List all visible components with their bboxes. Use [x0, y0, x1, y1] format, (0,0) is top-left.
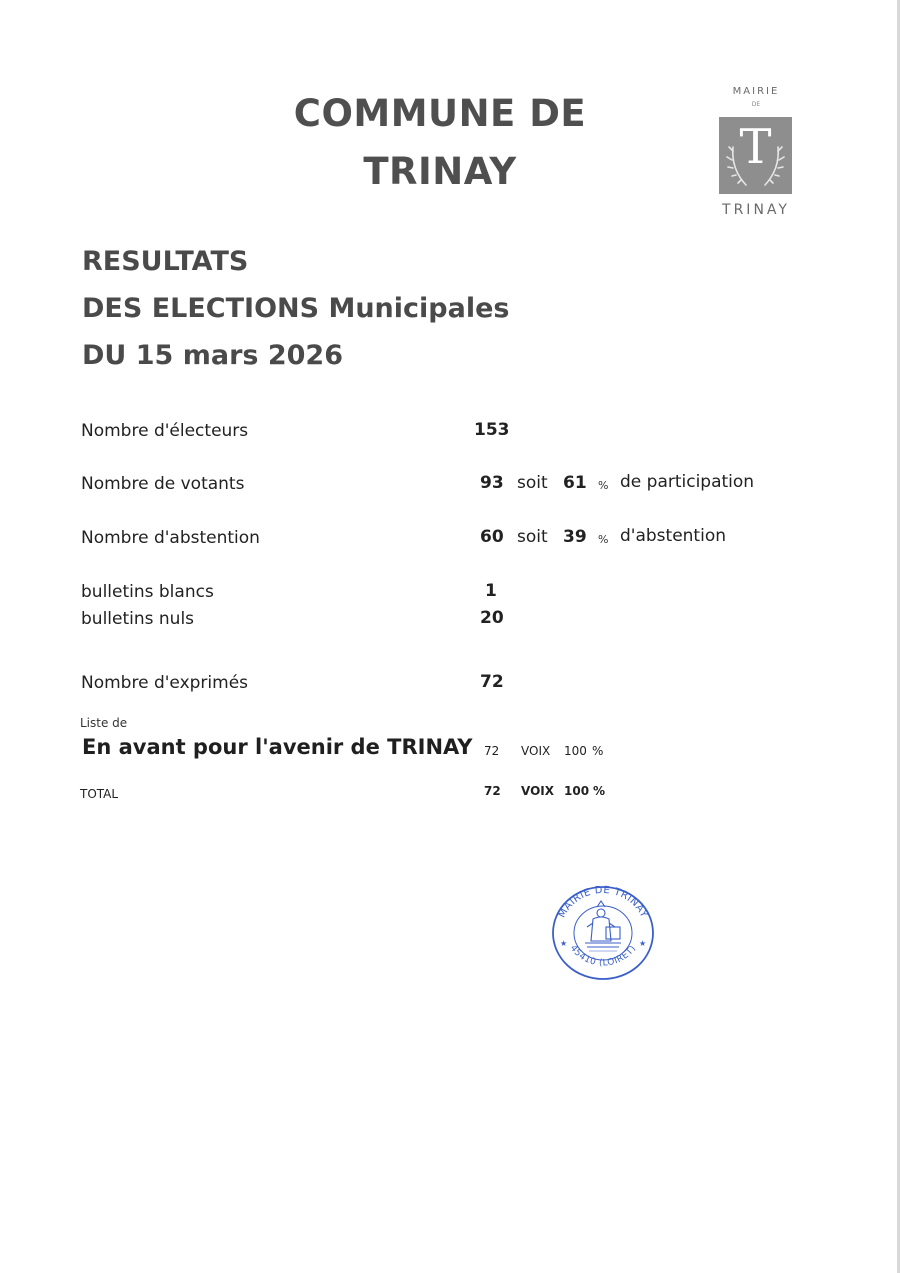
nuls-value: 20	[480, 608, 504, 628]
abstention-suffix: d'abstention	[620, 526, 726, 546]
list-intro: Liste de	[80, 716, 128, 730]
total-pct-sign: %	[593, 784, 606, 798]
abstention-label: Nombre d'abstention	[81, 528, 260, 548]
svg-text:45410 (LOIRET): 45410 (LOIRET)	[567, 943, 639, 969]
abstention-pct: 39	[563, 527, 587, 547]
nuls-label: bulletins nuls	[81, 609, 195, 629]
votants-label: Nombre de votants	[81, 474, 245, 494]
svg-text:★: ★	[560, 939, 568, 948]
abstention-pct-sign: %	[598, 533, 609, 546]
participation-pct-sign: %	[598, 479, 609, 492]
title-line2: DES ELECTIONS Municipales	[82, 293, 510, 324]
svg-text:★: ★	[639, 939, 647, 948]
commune-title-line2: TRINAY	[363, 150, 517, 193]
total-voix: VOIX	[521, 784, 554, 798]
official-stamp	[549, 883, 657, 983]
votants-soit: soit	[517, 473, 548, 493]
list-pct: 100	[564, 744, 587, 758]
logo-de-text: DE	[751, 101, 761, 108]
total-votes: 72	[484, 784, 501, 798]
abstention-value: 60	[480, 527, 504, 547]
svg-text:MAIRIE DE TRINAY: MAIRIE DE TRINAY	[556, 884, 650, 920]
blancs-value: 1	[485, 581, 497, 601]
electeurs-value: 153	[474, 420, 510, 440]
blancs-label: bulletins blancs	[81, 582, 214, 602]
title-line1: RESULTATS	[82, 246, 249, 277]
participation-pct: 61	[563, 473, 587, 493]
logo-emblem	[719, 117, 792, 194]
list-name: En avant pour l'avenir de TRINAY	[82, 735, 473, 759]
logo-letter: T	[739, 119, 772, 175]
electeurs-label: Nombre d'électeurs	[81, 421, 249, 441]
logo-mairie-text: MAIRIE	[732, 86, 780, 97]
votants-value: 93	[480, 473, 504, 493]
list-votes: 72	[484, 744, 500, 758]
abstention-soit: soit	[517, 527, 548, 547]
total-label: TOTAL	[80, 787, 119, 801]
title-line3: DU 15 mars 2026	[82, 340, 343, 371]
total-pct: 100	[564, 784, 590, 798]
list-pct-sign: %	[592, 744, 604, 758]
commune-title-line1: COMMUNE DE	[293, 92, 587, 135]
exprimes-value: 72	[480, 672, 504, 692]
exprimes-label: Nombre d'exprimés	[81, 673, 249, 693]
logo-trinay-text: TRINAY	[722, 202, 790, 218]
participation-suffix: de participation	[620, 472, 755, 492]
list-voix: VOIX	[521, 744, 551, 758]
stamp-seal-icon	[549, 883, 657, 983]
